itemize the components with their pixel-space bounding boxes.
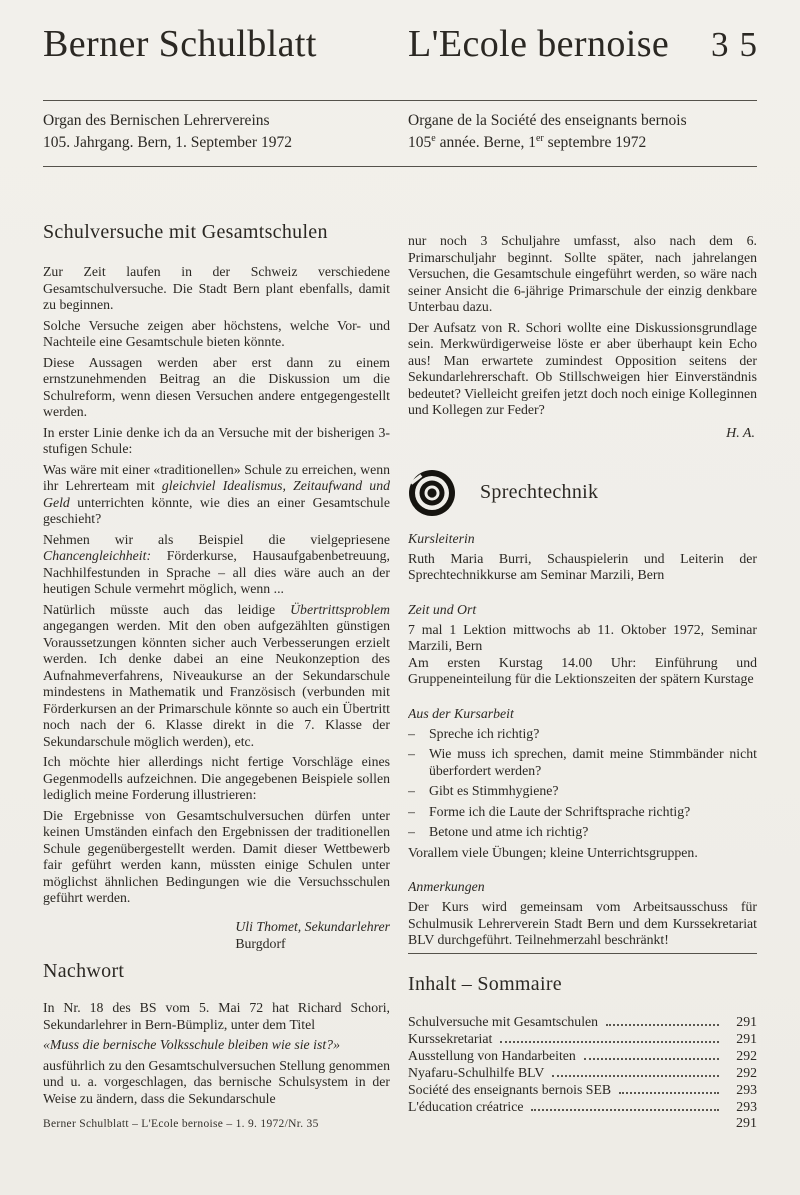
continuation-paragraph: Der Aufsatz von R. Schori wollte eine Diskussionsgrundlage sein. Merkwürdigerweise löste er aber überhaupt kein Echo aus! Man erwartete zumindest Opposition seitens der Sekundarlehrerschaft. Ob Stillschweigen hier Einverständnis bedeutet? Vielleicht greifen jetzt doch noch einige Kolleginnen und Kollegen zur Feder?	[408, 319, 757, 417]
toc-entry	[408, 1081, 757, 1098]
dash-bullet: –	[408, 803, 415, 819]
organ-line-fr: Organe de la Société des enseignants bernois	[408, 112, 687, 129]
toc-entry-label: Ausstellung von Handarbeiten	[408, 1047, 576, 1063]
toc-entry-page: 293	[736, 1081, 757, 1097]
nachwort-paragraph: In Nr. 18 des BS vom 5. Mai 72 hat Richard Schori, Sekundarlehrer in Bern-Bümpliz, unter dem Titel	[43, 1000, 390, 1032]
left-column	[43, 221, 390, 1115]
toc-entry	[408, 1098, 757, 1115]
toc-entry	[408, 1047, 757, 1064]
publication-info	[43, 101, 757, 166]
signature-place: Burgdorf	[235, 935, 286, 951]
kursarbeit-item: – Wie muss ich sprechen, damit meine Stimmbänder nicht überfordert werden?	[408, 746, 757, 778]
kursarbeit-label: Aus der Kursarbeit	[408, 705, 514, 721]
toc-dot-leader	[606, 1024, 719, 1026]
sprechtechnik-header	[408, 469, 757, 517]
toc-entry-page	[727, 1115, 757, 1116]
footer-imprint: Berner Schulblatt – L'Ecole bernoise – 1. 9. 1972/Nr. 35	[43, 1118, 319, 1130]
kursleiterin-label: Kursleiterin	[408, 530, 475, 546]
toc-entry-label: Schulversuche mit Gesamtschulen	[408, 1013, 599, 1029]
divider-rule-bottom	[43, 166, 757, 167]
toc-entry-page: 292	[736, 1064, 757, 1080]
zeit-und-ort-line: 7 mal 1 Lektion mittwochs ab 11. Oktober 1972, Seminar Marzili, Bern	[408, 621, 757, 653]
issue-number: 35	[711, 25, 768, 64]
article-paragraph: Solche Versuche zeigen aber höchstens, welche Vor- und Nachteile eine Gesamtschule bieten könnte.	[43, 317, 390, 349]
toc-entry	[408, 1064, 757, 1081]
toc-entry-page: 291	[736, 1030, 757, 1046]
article-paragraph: In erster Linie denke ich da an Versuche mit der bisherigen 3-stufigen Schule:	[43, 424, 390, 456]
toc-entry	[408, 1030, 757, 1047]
toc-entry-label: L'éducation créatrice	[408, 1098, 524, 1114]
kursarbeit-item: – Forme ich die Laute der Schriftsprache richtig?	[408, 803, 691, 819]
article-paragraph: Diese Aussagen werden aber erst dann zu einem ernstzunehmenden Beitrag an die Diskussion um die Schulreform, wenn diesen Versuchen andere entgegengestellt werden.	[43, 354, 390, 419]
main-content	[43, 221, 757, 1115]
toc-entry-label: Nyafaru-Schulhilfe BLV	[408, 1064, 545, 1080]
toc-entry	[408, 1013, 757, 1030]
publication-info-french	[408, 110, 757, 154]
toc-title: Inhalt – Sommaire	[408, 972, 562, 995]
article-paragraph: Zur Zeit laufen in der Schweiz verschiedene Gesamtschulversuche. Die Stadt Bern plant ebenfalls, damit zu beginnen.	[43, 264, 390, 312]
article-signature	[235, 918, 390, 952]
nachwort-quote: «Muss die bernische Volksschule bleiben wie sie ist?»	[43, 1037, 340, 1052]
masthead-title-french: L'Ecole bernoise	[408, 23, 670, 65]
article-title: Schulversuche mit Gesamtschulen	[43, 221, 328, 243]
date-line-de: 105. Jahrgang. Bern, 1. September 1972	[43, 134, 292, 151]
right-column	[408, 221, 757, 1115]
toc-divider-rule	[408, 953, 757, 954]
page-footer	[43, 1116, 757, 1132]
dash-bullet: –	[408, 746, 415, 761]
anmerkungen-label: Anmerkungen	[408, 879, 485, 894]
masthead-right	[408, 22, 768, 67]
article-paragraph: Ich möchte hier allerdings nicht fertige Vorschläge eines Gegenmodells aufzeichnen. Die angegebenen Beispiele sollen lediglich meine Forderung illustrieren:	[43, 754, 390, 802]
article-paragraph: Die Ergebnisse von Gesamtschulversuchen dürfen unter keinen Umständen einfach den Ergebnissen der traditionellen Schule gegenübergestellt werden. Damit dieser Wettbewerb fair geführt werden kann, müssten einige Schulen unter möglichst ähnlichen Bedingungen wie die Versuchsschulen geführt werden.	[43, 807, 390, 905]
toc-dot-leader	[619, 1092, 719, 1094]
kursarbeit-item: – Spreche ich richtig?	[408, 725, 540, 741]
kursleiterin-text: Ruth Maria Burri, Schauspielerin und Leiterin der Sprechtechnikkurse am Seminar Marzili, Bern	[408, 550, 757, 582]
concentric-rings-logo-icon	[408, 469, 456, 517]
zeit-und-ort-line: Am ersten Kurstag 14.00 Uhr: Einführung und Gruppeneinteilung für die Lektionszeiten der spätern Kurstage	[408, 654, 757, 686]
article-paragraph: Nehmen wir als Beispiel die vielgepriesene Chancengleichheit: Förderkurse, Hausaufgabenbetreuung, Nachhilfestunden in Sprache – all dies wäre auch an der heutigen Schule vermehrt möglich, wenn ...	[43, 531, 390, 596]
publication-info-german	[43, 110, 390, 154]
masthead	[43, 0, 768, 67]
article-paragraph: Natürlich müsste auch das leidige Übertrittsproblem angegangen werden. Mit den oben aufgezählten günstigen Voraussetzungen könnten sicher auch Verbesserungen erzielt werden. Ich denke dabei an eine Neukonzeption des Aufnahmeverfahrens, Niveaukurse an der Sekundarschule mindestens in Mathematik und Französisch (verbunden mit Förderkursen an der Primarschule könnte so auch ein Übertritt noch nach der 6. Klasse direkt in die 7. Klasse der Sekundarschule möglich werden), etc.	[43, 601, 390, 749]
toc-entry-page: 293	[736, 1098, 757, 1114]
nachwort-section	[43, 960, 390, 1115]
dash-bullet: –	[408, 824, 415, 839]
toc-dot-leader	[584, 1058, 719, 1060]
dash-bullet: –	[408, 783, 415, 798]
zeit-und-ort-label: Zeit und Ort	[408, 601, 477, 617]
masthead-title-german: Berner Schulblatt	[43, 23, 317, 65]
date-line-fr: 105e année. Berne, 1er septembre 1972	[408, 132, 647, 151]
toc-dot-leader	[552, 1075, 719, 1077]
toc-entry-page: 291	[736, 1013, 757, 1029]
nachwort-title: Nachwort	[43, 960, 125, 982]
continuation-paragraph: nur noch 3 Schuljahre umfasst, also nach dem 6. Primarschuljahr beginnt. Sollte später, nach jahrelangen Versuchen, die Gesamtschule eingeführt werden, so wäre nach seiner Ansicht die 6-jährige Primarschule der einzig denkbare Unterbau dazu.	[408, 233, 757, 314]
organ-line-de: Organ des Bernischen Lehrervereins	[43, 112, 270, 129]
toc-dot-leader	[531, 1109, 719, 1111]
signature-name: Uli Thomet, Sekundarlehrer	[235, 918, 390, 934]
toc-dot-leader	[500, 1041, 719, 1043]
toc-section	[408, 953, 757, 1116]
page-number: 291	[736, 1116, 757, 1131]
kurs-note: Vorallem viele Übungen; kleine Unterrichtsgruppen.	[408, 844, 698, 860]
editor-initials: H. A.	[726, 425, 755, 441]
toc-entry	[408, 1115, 757, 1116]
anmerkungen-text: Der Kurs wird gemeinsam vom Arbeitsausschuss für Schulmusik Lehrerverein Stadt Bern und dem Kurssekretariat BLV durchgeführt. Teilnehmerzahl beschränkt!	[408, 899, 757, 947]
article-paragraph: Was wäre mit einer «traditionellen» Schule zu erreichen, wenn ihr Lehrerteam mit gleichviel Idealismus, Zeitaufwand und Geld unterrichten könnte, wie dies an einer Gesamtschule geschieht?	[43, 461, 390, 526]
kursarbeit-item: – Gibt es Stimmhygiene?	[408, 783, 559, 798]
toc-entry-label: Société des enseignants bernois SEB	[408, 1081, 612, 1097]
toc-entry-page: 292	[736, 1047, 757, 1063]
toc-entry-label	[408, 1115, 588, 1116]
kursarbeit-item: – Betone und atme ich richtig?	[408, 824, 589, 839]
dash-bullet: –	[408, 725, 415, 741]
toc-entry-label: Kurssekretariat	[408, 1030, 493, 1046]
nachwort-paragraph: ausführlich zu den Gesamtschulversuchen Stellung genommen und u. a. vorgeschlagen, das bernische Schulsystem in der Weise zu ändern, dass die Sekundarschule	[43, 1057, 390, 1106]
sprechtechnik-title: Sprechtechnik	[480, 481, 599, 503]
